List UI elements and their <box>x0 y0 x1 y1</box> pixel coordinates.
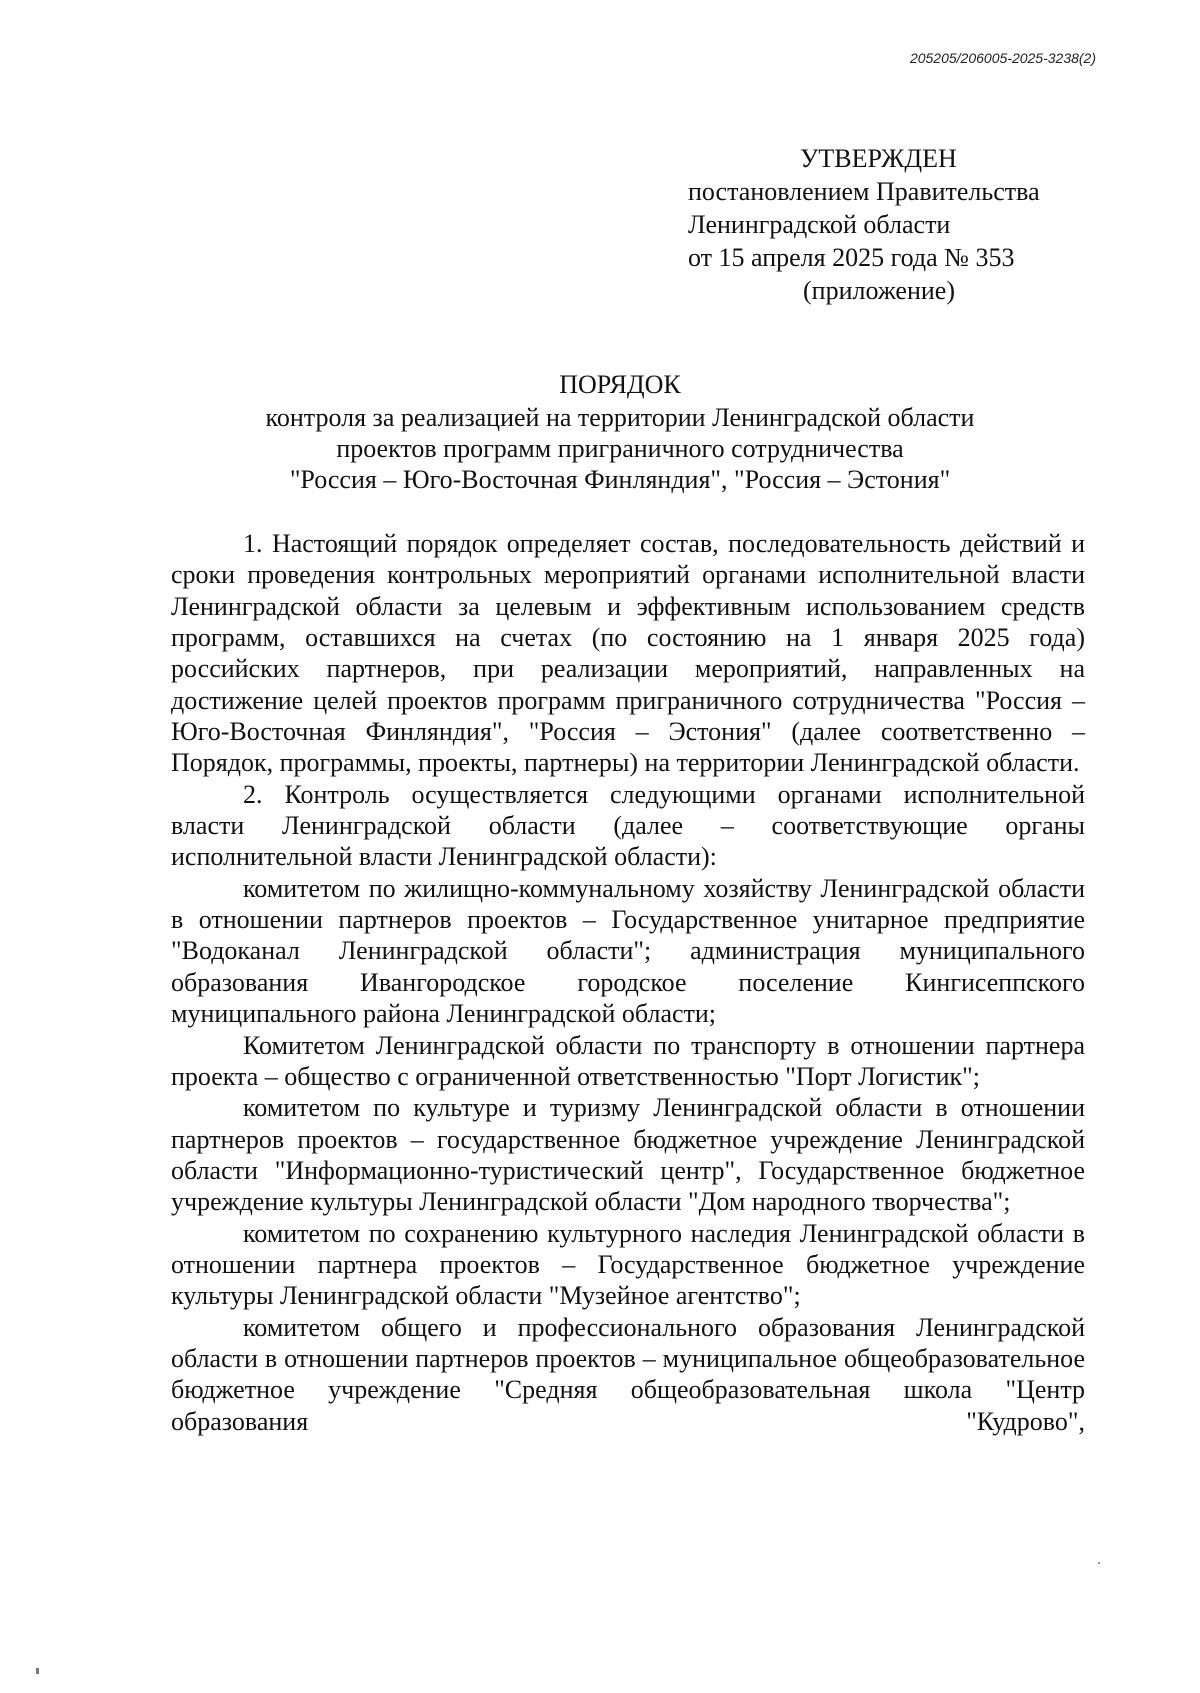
approval-note: (приложение) <box>803 276 956 305</box>
approval-line-2: Ленинградской области <box>688 210 951 239</box>
document-title: ПОРЯДОК <box>559 370 681 399</box>
paragraph-4: Комитетом Ленинградской области по транспорту в отношении партнера проекта – общество с ограниченной ответственностью "Порт Логистик"; <box>171 1030 1085 1091</box>
paragraph-2: 2. Контроль осуществляется следующими органами исполнительной власти Ленинградской области (далее – соответствующие органы исполнительной власти Ленинградской области): <box>171 779 1085 872</box>
document-id: 205205/206005-2025-3238(2) <box>909 50 1096 66</box>
approval-stamp <box>688 142 1068 307</box>
approval-line-3: от 15 апреля 2025 года № 353 <box>688 243 1015 272</box>
paragraph-7: комитетом общего и профессионального образования Ленинградской области в отношении партнеров проектов – муниципальное общеобразовательное бюджетное учреждение "Средняя общеобразовательная школа "Центр образования "Кудрово", <box>171 1312 1085 1436</box>
paragraph-3: комитетом по жилищно-коммунальному хозяйству Ленинградской области в отношении партнеров проектов – Государственное унитарное предприятие "Водоканал Ленинградской области"; администрация муниципального образования Ивангородское городское поселение Кингисеппского муниципального района Ленинградской области; <box>171 873 1085 1029</box>
paragraph-6: комитетом по сохранению культурного наследия Ленинградской области в отношении партнера проектов – Государственное бюджетное учреждение культуры Ленинградской области "Музейное агентство"; <box>171 1218 1085 1311</box>
document-heading <box>130 369 1110 495</box>
scan-speck <box>1098 1562 1100 1564</box>
heading-line-3: "Россия – Юго-Восточная Финляндия", "Россия – Эстония" <box>289 465 951 494</box>
document-body <box>171 528 1085 1437</box>
approval-title: УТВЕРЖДЕН <box>800 144 957 173</box>
heading-line-1: контроля за реализацией на территории Ленинградской области <box>265 403 975 432</box>
heading-line-2: проектов программ приграничного сотрудничества <box>336 434 904 463</box>
paragraph-1: 1. Настоящий порядок определяет состав, последовательность действий и сроки проведения контрольных мероприятий органами исполнительной власти Ленинградской области за целевым и эффективным использованием средств программ, оставшихся на счетах (по состоянию на 1 января 2025 года) российских партнеров, при реализации мероприятий, направленных на достижение целей проектов программ приграничного сотрудничества "Россия – Юго-Восточная Финляндия", "Россия – Эстония" (далее соответственно – Порядок, программы, проекты, партнеры) на территории Ленинградской области. <box>171 529 1085 778</box>
paragraph-5: комитетом по культуре и туризму Ленинградской области в отношении партнеров проектов – государственное бюджетное учреждение Ленинградской области "Информационно-туристический центр", Государственное бюджетное учреждение культуры Ленинградской области "Дом народного творчества"; <box>171 1093 1085 1217</box>
scan-mark <box>36 1668 39 1674</box>
approval-line-1: постановлением Правительства <box>688 177 1040 206</box>
